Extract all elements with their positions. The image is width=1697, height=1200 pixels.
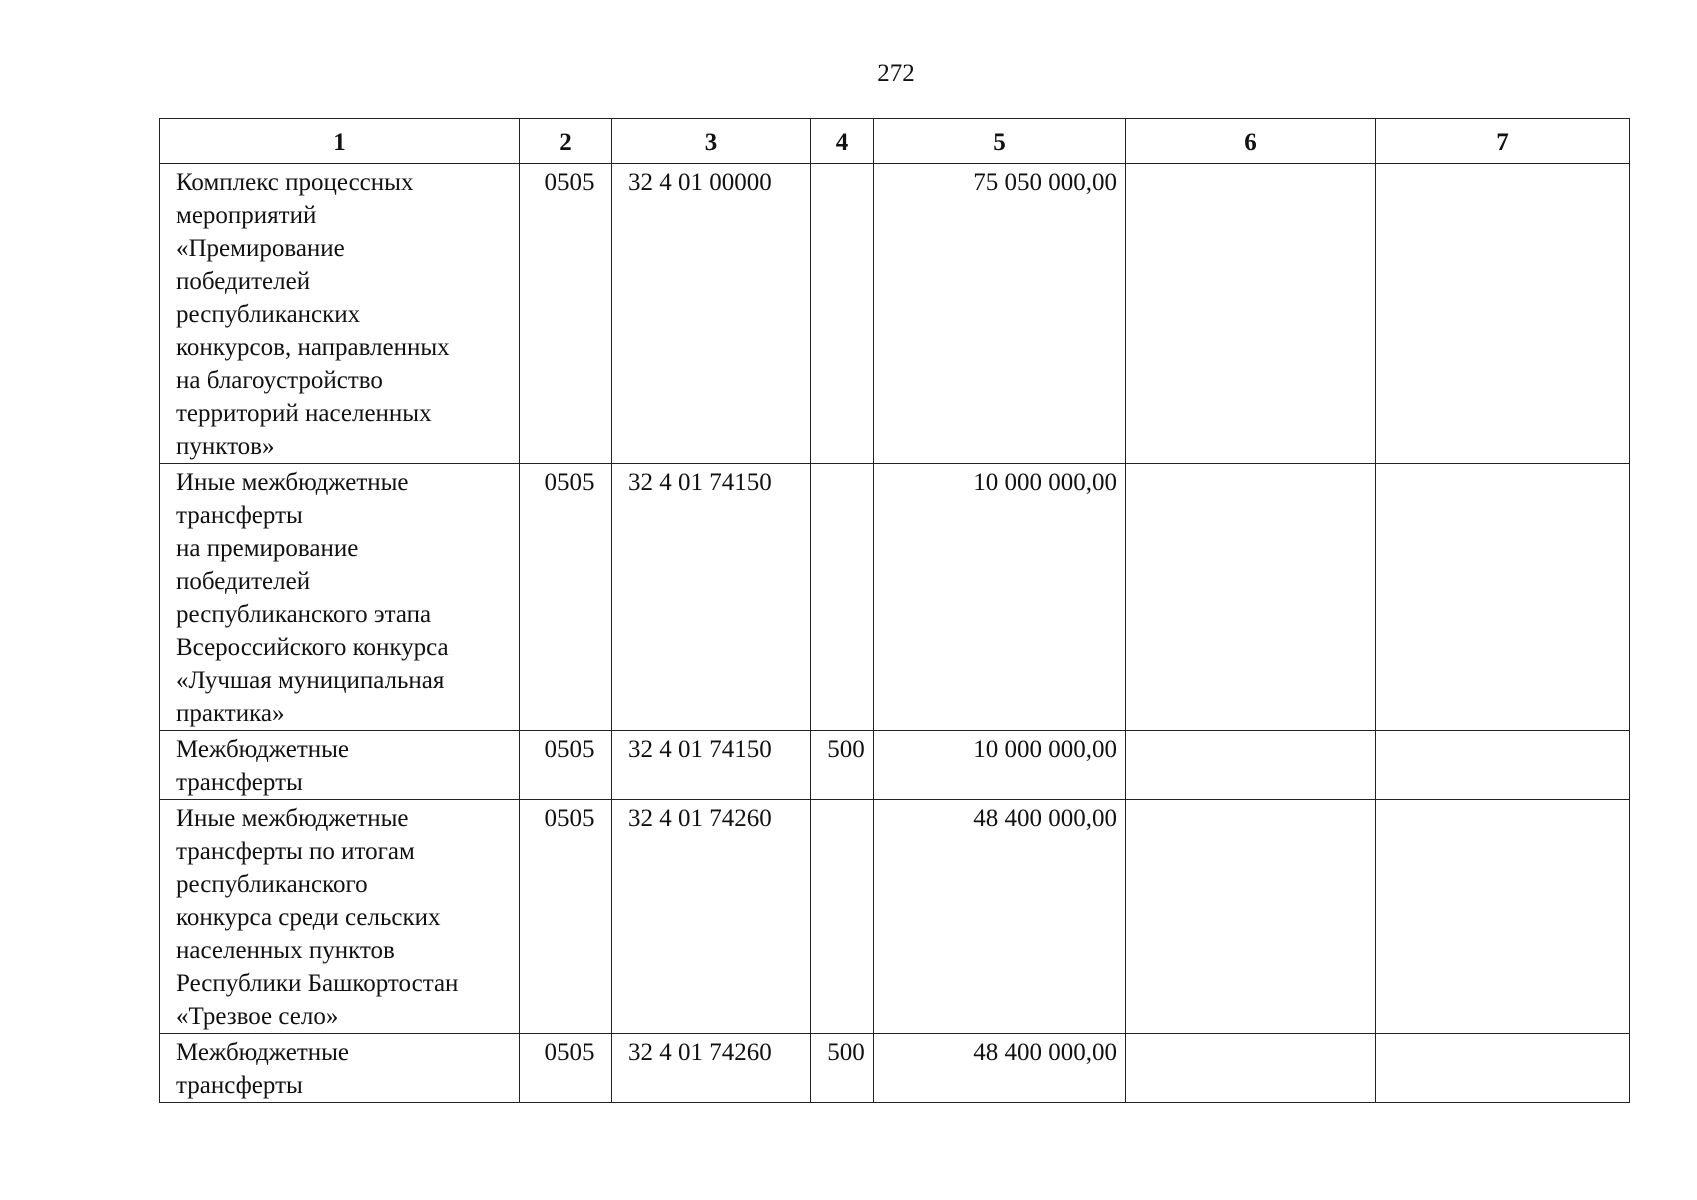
target-article-cell: 32 4 01 74260: [612, 800, 811, 1034]
col6-cell: [1126, 464, 1376, 731]
table-row: [160, 800, 1630, 1034]
expense-type-cell: [811, 464, 874, 731]
column-header: 2: [520, 119, 612, 164]
column-header: 6: [1126, 119, 1376, 164]
column-header: 1: [160, 119, 520, 164]
page-number: 272: [877, 60, 915, 87]
table-row: [160, 464, 1630, 731]
expense-type-cell: [811, 164, 874, 464]
expense-type-cell: 500: [811, 1034, 874, 1103]
row-name: Комплекс процессных мероприятий «Премирование победителей республиканских конкурсов, направленных на благоустройство территорий населенных пунктов»: [176, 169, 450, 460]
col7-cell: [1376, 800, 1630, 1034]
col7-cell: [1376, 731, 1630, 800]
row-name: Иные межбюджетные трансферты на премирование победителей республиканского этапа Всероссийского конкурса «Лучшая муниципальная практика»: [176, 469, 449, 727]
row-name-cell: [160, 800, 520, 1034]
row-name: Межбюджетные трансферты: [176, 736, 350, 796]
amount-cell: 75 050 000,00: [874, 164, 1126, 464]
col7-cell: [1376, 164, 1630, 464]
row-name-cell: [160, 464, 520, 731]
section-code-cell: 0505: [520, 164, 612, 464]
header-row: [160, 119, 1630, 164]
amount-cell: 48 400 000,00: [874, 1034, 1126, 1103]
column-header: 7: [1376, 119, 1630, 164]
table-row: [160, 731, 1630, 800]
section-code-cell: 0505: [520, 800, 612, 1034]
column-header: 4: [811, 119, 874, 164]
row-name-cell: [160, 164, 520, 464]
amount-cell: 48 400 000,00: [874, 800, 1126, 1034]
target-article-cell: 32 4 01 74150: [612, 464, 811, 731]
table-row: [160, 1034, 1630, 1103]
expense-type-cell: [811, 800, 874, 1034]
budget-table: [159, 118, 1630, 1103]
row-name: Межбюджетные трансферты: [176, 1039, 350, 1099]
col6-cell: [1126, 800, 1376, 1034]
target-article-cell: 32 4 01 00000: [612, 164, 811, 464]
col7-cell: [1376, 464, 1630, 731]
amount-cell: 10 000 000,00: [874, 731, 1126, 800]
column-header: 5: [874, 119, 1126, 164]
table-row: [160, 164, 1630, 464]
col7-cell: [1376, 1034, 1630, 1103]
row-name: Иные межбюджетные трансферты по итогам республиканского конкурса среди сельских населенных пунктов Республики Башкортостан «Трезвое село»: [176, 805, 459, 1030]
col6-cell: [1126, 1034, 1376, 1103]
row-name-cell: [160, 731, 520, 800]
target-article-cell: 32 4 01 74260: [612, 1034, 811, 1103]
col6-cell: [1126, 731, 1376, 800]
target-article-cell: 32 4 01 74150: [612, 731, 811, 800]
section-code-cell: 0505: [520, 464, 612, 731]
amount-cell: 10 000 000,00: [874, 464, 1126, 731]
row-name-cell: [160, 1034, 520, 1103]
column-header: 3: [612, 119, 811, 164]
col6-cell: [1126, 164, 1376, 464]
expense-type-cell: 500: [811, 731, 874, 800]
section-code-cell: 0505: [520, 1034, 612, 1103]
section-code-cell: 0505: [520, 731, 612, 800]
